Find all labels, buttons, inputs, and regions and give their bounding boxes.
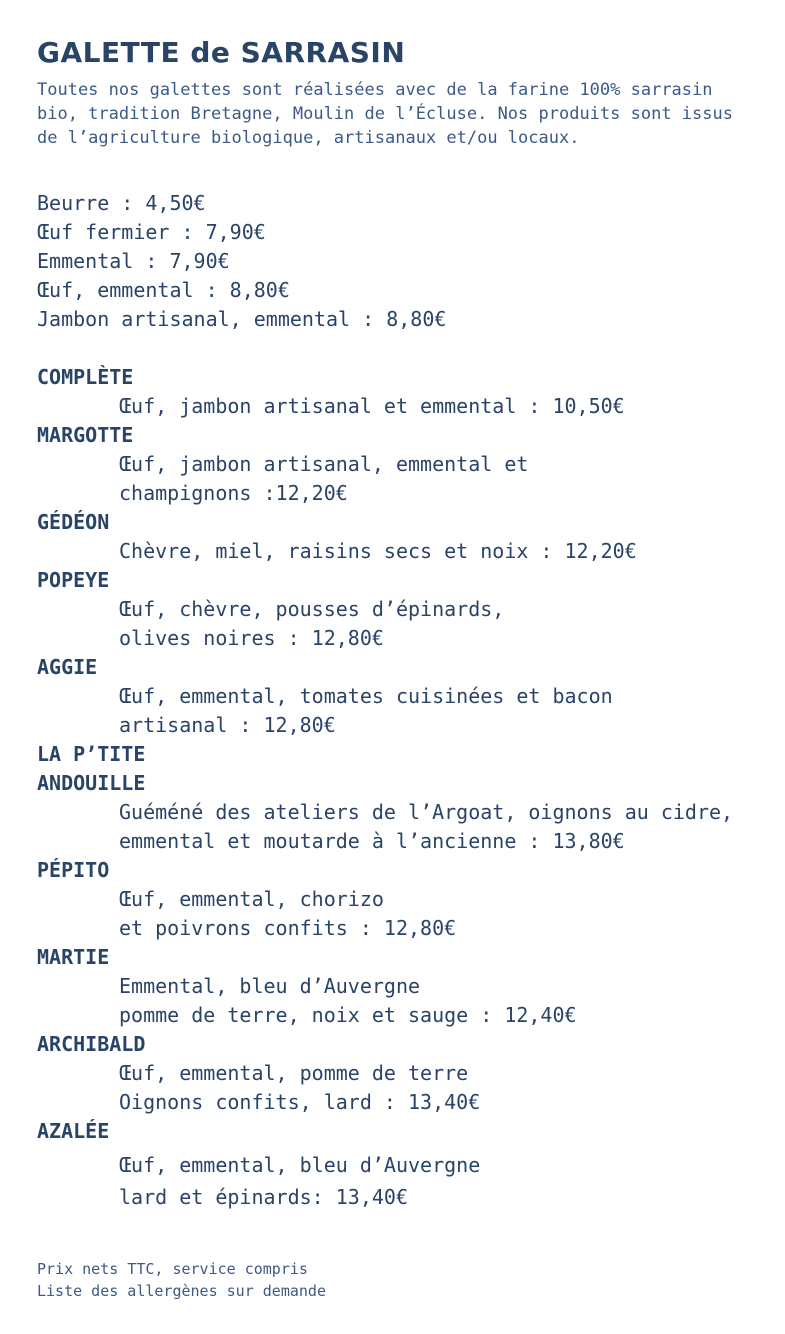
special-item-description: Emmental, bleu d’Auvergne pomme de terre, noix et sauge : 12,40€ bbox=[119, 974, 577, 1027]
basic-item: Œuf, emmental : 8,80€ bbox=[37, 278, 290, 302]
special-item-name: PÉPITO bbox=[37, 858, 110, 882]
basic-item: Jambon artisanal, emmental : 8,80€ bbox=[37, 307, 447, 331]
special-item-description: Guéméné des ateliers de l’Argoat, oignons au cidre, emmental et moutarde à l’ancienne : 13,80€ bbox=[119, 800, 734, 853]
special-item bbox=[37, 421, 767, 508]
menu-title: GALETTE de SARRASIN bbox=[37, 36, 406, 69]
special-item-name: AZALÉE bbox=[37, 1119, 110, 1143]
special-item bbox=[37, 653, 767, 740]
special-item bbox=[37, 1117, 767, 1213]
special-item bbox=[37, 508, 767, 566]
special-item-description: Œuf, chèvre, pousses d’épinards, olives noires : 12,80€ bbox=[119, 597, 505, 650]
special-item-description: Œuf, emmental, pomme de terre Oignons confits, lard : 13,40€ bbox=[119, 1061, 481, 1114]
special-item-description: Chèvre, miel, raisins secs et noix : 12,20€ bbox=[119, 539, 637, 563]
special-item-description: Œuf, emmental, tomates cuisinées et bacon artisanal : 12,80€ bbox=[119, 684, 613, 737]
basic-item: Beurre : 4,50€ bbox=[37, 191, 206, 215]
special-item-name: GÉDÉON bbox=[37, 510, 110, 534]
special-item-name: AGGIE bbox=[37, 655, 98, 679]
menu-page bbox=[37, 36, 767, 1213]
special-item-name: LA P’TITE ANDOUILLE bbox=[37, 742, 146, 795]
special-item bbox=[37, 566, 767, 653]
special-item-description: Œuf, jambon artisanal et emmental : 10,50€ bbox=[119, 394, 625, 418]
menu-footer bbox=[37, 1258, 326, 1302]
special-item bbox=[37, 363, 767, 421]
special-item bbox=[37, 740, 767, 856]
menu-intro: Toutes nos galettes sont réalisées avec de la farine 100% sarrasin bio, tradition Bretagne, Moulin de l’Écluse. Nos produits sont issus de l’agriculture biologique, artisanaux et/ou locaux. bbox=[37, 80, 733, 148]
special-item-name: COMPLÈTE bbox=[37, 365, 134, 389]
special-item-description: Œuf, emmental, chorizo et poivrons confits : 12,80€ bbox=[119, 887, 457, 940]
special-item bbox=[37, 943, 767, 1030]
special-item bbox=[37, 856, 767, 943]
special-item-name: MARGOTTE bbox=[37, 423, 134, 447]
special-item bbox=[37, 1030, 767, 1117]
special-galettes-list bbox=[37, 363, 767, 1213]
basic-galettes-list bbox=[37, 189, 767, 334]
special-item-description: Œuf, emmental, bleu d’Auvergne lard et épinards: 13,40€ bbox=[119, 1153, 481, 1209]
basic-item: Emmental : 7,90€ bbox=[37, 249, 230, 273]
special-item-name: ARCHIBALD bbox=[37, 1032, 146, 1056]
basic-item: Œuf fermier : 7,90€ bbox=[37, 220, 266, 244]
special-item-name: MARTIE bbox=[37, 945, 110, 969]
footer-price-note: Prix nets TTC, service compris bbox=[37, 1260, 308, 1278]
footer-allergen-note: Liste des allergènes sur demande bbox=[37, 1282, 326, 1300]
special-item-description: Œuf, jambon artisanal, emmental et champignons :12,20€ bbox=[119, 452, 529, 505]
special-item-name: POPEYE bbox=[37, 568, 110, 592]
